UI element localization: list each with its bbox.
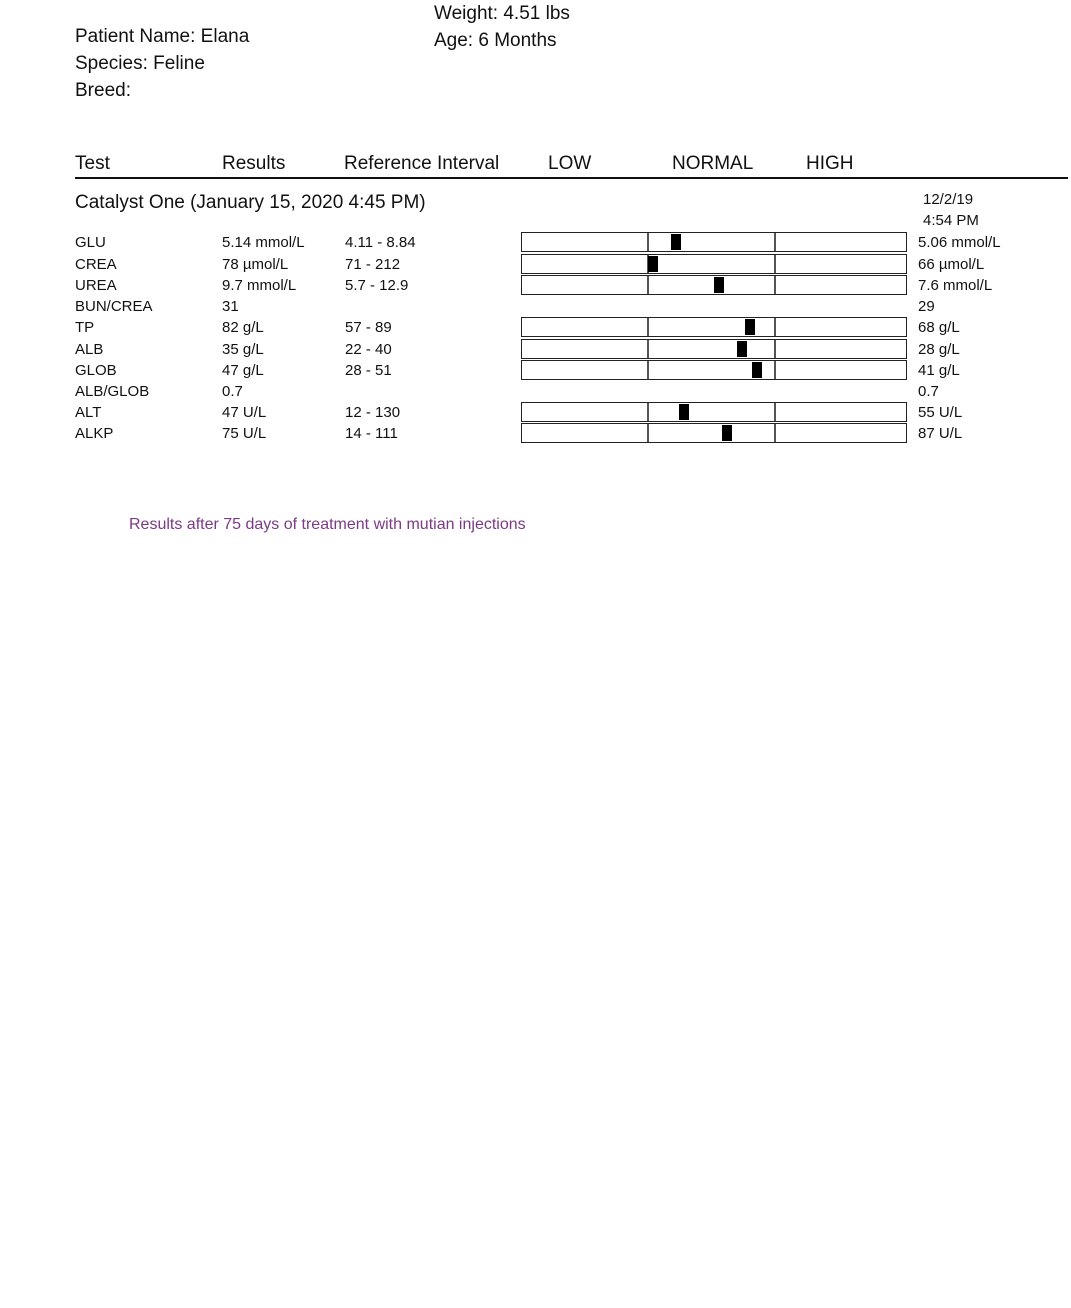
result-marker [648, 256, 658, 272]
previous-result: 7.6 mmol/L [918, 277, 993, 294]
result-marker [679, 404, 689, 420]
result-marker [714, 277, 724, 293]
col-test: Test [75, 153, 110, 174]
previous-result: 41 g/L [918, 362, 960, 379]
normal-high-divider [774, 403, 776, 421]
test-result: 0.7 [222, 383, 243, 400]
low-normal-divider [647, 424, 649, 442]
range-bar [521, 339, 907, 359]
result-marker [671, 234, 681, 250]
normal-high-divider [774, 424, 776, 442]
section-title: Catalyst One (January 15, 2020 4:45 PM) [75, 192, 426, 213]
patient-species: Species: Feline [75, 53, 205, 74]
low-normal-divider [647, 233, 649, 251]
col-results: Results [222, 153, 286, 174]
header-divider [75, 177, 1068, 179]
previous-result: 55 U/L [918, 404, 963, 421]
reference-interval: 22 - 40 [345, 341, 392, 358]
patient-breed: Breed: [75, 80, 131, 101]
test-name: ALT [75, 404, 102, 421]
normal-high-divider [774, 340, 776, 358]
range-bar [521, 275, 907, 295]
previous-result: 29 [918, 298, 935, 315]
result-marker [722, 425, 732, 441]
test-name: BUN/CREA [75, 298, 153, 315]
normal-high-divider [774, 318, 776, 336]
low-normal-divider [647, 403, 649, 421]
test-result: 5.14 mmol/L [222, 234, 305, 251]
range-bar [521, 402, 907, 422]
previous-date: 12/2/19 [923, 191, 974, 208]
range-bar [521, 317, 907, 337]
test-name: CREA [75, 256, 117, 273]
reference-interval: 28 - 51 [345, 362, 392, 379]
normal-high-divider [774, 233, 776, 251]
test-result: 9.7 mmol/L [222, 277, 297, 294]
test-result: 35 g/L [222, 341, 264, 358]
test-name: ALKP [75, 425, 114, 442]
test-name: GLU [75, 234, 106, 251]
patient-name: Patient Name: Elana [75, 26, 250, 47]
result-marker [745, 319, 755, 335]
test-name: ALB/GLOB [75, 383, 150, 400]
patient-age: Age: 6 Months [434, 30, 557, 51]
range-bar [521, 423, 907, 443]
previous-result: 68 g/L [918, 319, 960, 336]
normal-high-divider [774, 255, 776, 273]
range-bar [521, 360, 907, 380]
reference-interval: 71 - 212 [345, 256, 401, 273]
low-normal-divider [647, 318, 649, 336]
previous-time: 4:54 PM [923, 212, 979, 229]
result-marker [737, 341, 747, 357]
test-result: 31 [222, 298, 239, 315]
low-normal-divider [647, 361, 649, 379]
test-name: UREA [75, 277, 117, 294]
test-result: 47 U/L [222, 404, 267, 421]
low-normal-divider [647, 340, 649, 358]
test-name: TP [75, 319, 95, 336]
range-bar [521, 254, 907, 274]
treatment-note: Results after 75 days of treatment with mutian injections [129, 516, 526, 533]
reference-interval: 12 - 130 [345, 404, 401, 421]
normal-high-divider [774, 276, 776, 294]
previous-result: 28 g/L [918, 341, 960, 358]
col-low: LOW [548, 153, 592, 174]
col-normal: NORMAL [672, 153, 754, 174]
low-normal-divider [647, 276, 649, 294]
patient-weight: Weight: 4.51 lbs [434, 3, 570, 24]
col-high: HIGH [806, 153, 854, 174]
reference-interval: 4.11 - 8.84 [345, 234, 416, 251]
previous-result: 66 µmol/L [918, 256, 985, 273]
range-bar [521, 232, 907, 252]
test-result: 82 g/L [222, 319, 264, 336]
reference-interval: 57 - 89 [345, 319, 392, 336]
normal-high-divider [774, 361, 776, 379]
previous-result: 0.7 [918, 383, 939, 400]
test-name: ALB [75, 341, 104, 358]
test-name: GLOB [75, 362, 117, 379]
col-reference: Reference Interval [344, 153, 500, 174]
test-result: 75 U/L [222, 425, 267, 442]
reference-interval: 5.7 - 12.9 [345, 277, 409, 294]
reference-interval: 14 - 111 [345, 425, 398, 442]
previous-result: 87 U/L [918, 425, 963, 442]
test-result: 47 g/L [222, 362, 264, 379]
test-result: 78 µmol/L [222, 256, 289, 273]
previous-result: 5.06 mmol/L [918, 234, 1001, 251]
result-marker [752, 362, 762, 378]
